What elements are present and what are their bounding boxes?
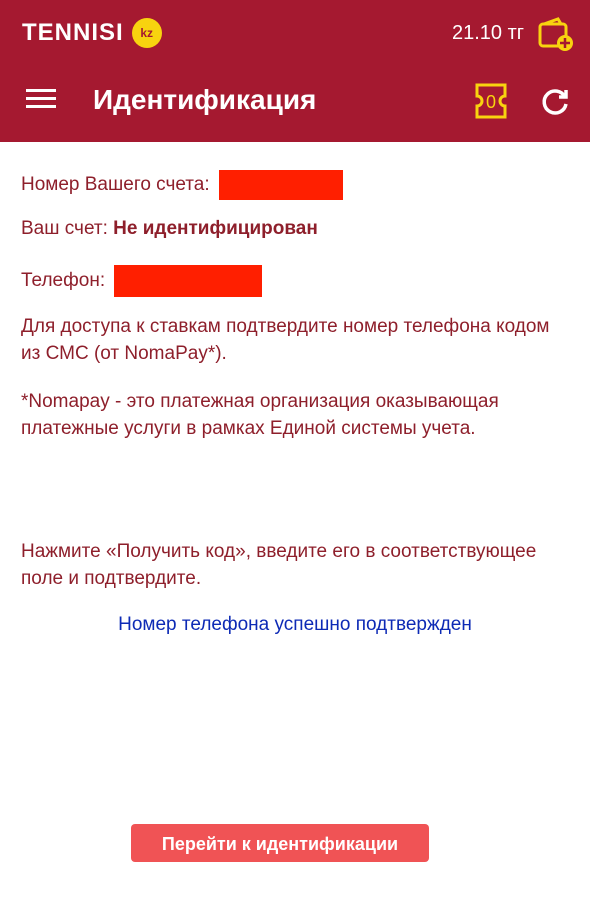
- menu-icon[interactable]: [26, 86, 58, 112]
- account-number-redacted: [219, 170, 343, 200]
- account-number-row: [21, 170, 343, 200]
- success-message: Номер телефона успешно подтвержден: [118, 614, 472, 635]
- app-header: [0, 0, 590, 142]
- instruction-text: Нажмите «Получить код», введите его в соответствующее поле и подтвердите.: [21, 541, 537, 589]
- account-number-label: Номер Вашего счета:: [21, 174, 210, 196]
- brand-name: TENNISI: [22, 19, 124, 46]
- account-status-label: Ваш счет:: [21, 218, 108, 239]
- brand-badge: kz: [132, 18, 162, 48]
- access-text: Для доступа к ставкам подтвердите номер телефона кодом из СМС (от NomaPay*).: [21, 316, 550, 364]
- ticket-button[interactable]: [471, 81, 511, 121]
- account-status-value: Не идентифицирован: [113, 218, 318, 239]
- balance-amount[interactable]: 21.10 тг: [452, 22, 525, 44]
- phone-row: [21, 265, 262, 297]
- page-title: Идентификация: [93, 84, 317, 115]
- ticket-count: 0: [485, 92, 497, 112]
- brand-logo[interactable]: [22, 18, 162, 48]
- go-identification-button[interactable]: Перейти к идентификации: [131, 824, 429, 862]
- phone-redacted: [114, 265, 262, 297]
- wallet-add-icon[interactable]: [538, 16, 574, 52]
- phone-label: Телефон:: [21, 270, 106, 292]
- account-status-row: [21, 218, 318, 240]
- ticket-icon: [471, 81, 511, 121]
- nomapay-note: *Nomapay - это платежная организация оказывающая платежные услуги в рамках Единой системы учета.: [21, 391, 499, 439]
- refresh-icon[interactable]: [538, 84, 572, 118]
